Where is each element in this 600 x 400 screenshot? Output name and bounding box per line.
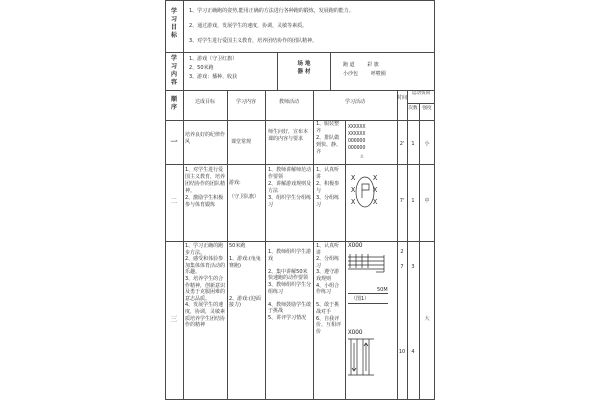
- row2-content: 游戏: （守卫队旗）: [229, 180, 260, 200]
- row1-formation-1: XXXXXX: [348, 125, 366, 130]
- row1-teacher: 师生问好，宣布本课的内容与要求: [268, 129, 309, 142]
- row2-order: 二: [170, 197, 178, 205]
- content-item-1: 1、游戏（守卫红旗）: [189, 56, 238, 62]
- row3-intensity: 大: [424, 316, 430, 322]
- header-goal: 达成目标: [194, 99, 215, 105]
- row2-student: 1、认真听讲 2、积极参与 3、分组练习: [316, 167, 340, 208]
- row3-time-b: 7: [400, 264, 404, 270]
- row2-formation-diagram: [349, 170, 393, 228]
- row1-intensity: 小: [424, 141, 430, 147]
- venue-label: 场 地 器 材: [297, 61, 311, 75]
- objectives-label: 学习目标: [170, 8, 177, 39]
- row3-teacher: 1、教师组织学生游戏 2、集中讲解50米快速跑的动作要领 3、教师组织学生分组练习 4、教师鼓励学生敢于挑战 5、讲评学习情况: [268, 249, 312, 321]
- row1-content: 课堂常规: [231, 139, 252, 145]
- row1-formation-2: XXXXXX: [348, 132, 366, 137]
- content-item-2: 2、50米跑: [189, 65, 214, 71]
- header-count: 次数: [408, 106, 418, 111]
- svg-text:X: X: [351, 186, 356, 194]
- row3-finish-label: （图1）: [351, 296, 370, 302]
- svg-text:X: X: [351, 198, 356, 206]
- svg-text:X: X: [351, 174, 356, 182]
- row1-student: 1、服装整齐 2、排队做到快、静、齐: [316, 121, 342, 155]
- lesson-plan-page: [165, 0, 435, 400]
- row3-distance-label: 50M: [377, 287, 388, 293]
- objective-item-2: 2、通过游戏，发展学生的速度，协调，灵敏等素质。: [189, 23, 308, 29]
- row3-count-a: 3: [411, 264, 415, 270]
- header-order: 顺序: [170, 96, 177, 111]
- header-intensity: 强度: [422, 106, 432, 111]
- row2-teacher: 1、教师讲解师范动作要领 2、讲解游戏规则及方法 3、组织学生分组练习: [268, 167, 312, 208]
- row3-formation-bottom: XOOO: [348, 329, 363, 336]
- row2-goal: 1、对学生进行爱国主义教育，培养团结协作的团队精神。 2、激励学生积极参与体育锻炼: [185, 167, 226, 208]
- row2-count: 1: [411, 198, 415, 204]
- row3-order: 三: [170, 315, 178, 323]
- row1-count: 1: [411, 141, 415, 147]
- row3-count-c: 4: [411, 349, 415, 355]
- row2-intensity: 中: [424, 198, 430, 204]
- header-load: 运动负荷: [411, 91, 431, 96]
- row1-formation-4: OOOOOO: [348, 146, 366, 151]
- row1-time: 2': [399, 141, 405, 147]
- row3-content: 50米跑 1、游戏:(龟兔赛跑) 2、游戏:(迎面接力): [229, 243, 261, 309]
- svg-text:X: X: [373, 198, 378, 206]
- objective-item-3: 3、对学生进行爱国主义教育，培养团结协作的团队精神。: [189, 38, 318, 44]
- venue-items: 跑 道 彩 旗 小沙包 呼啦圈: [343, 62, 386, 77]
- header-student: 学习活动: [344, 99, 365, 105]
- row2-time: 7': [399, 198, 405, 204]
- header-teacher: 教师活动: [278, 99, 299, 105]
- row3-relay-diagram: [348, 337, 396, 385]
- content-item-3: 3、游戏：播种、收获: [189, 74, 238, 80]
- row3-formation-top: XOOO: [348, 242, 363, 249]
- svg-text:X: X: [373, 174, 378, 182]
- row1-formation-5: △: [360, 154, 364, 159]
- row3-time-c: 10: [398, 349, 406, 355]
- row3-time-a: 2: [400, 249, 404, 255]
- header-content: 学习内容: [235, 99, 256, 105]
- header-time: 时间: [397, 95, 408, 101]
- row1-formation-3: OOOOOO: [348, 139, 366, 144]
- content-label: 学习内容: [170, 55, 177, 86]
- svg-text:X: X: [373, 186, 378, 194]
- row3-student: 1、认真听讲 2、分组练习 3、遵守游戏规则 4、小组合作练习 5、敢于挑战对手 6、自我评价、互相评价: [316, 243, 342, 335]
- row1-goal: 培养良好的纪律作风: [185, 132, 226, 145]
- row3-goal: 1、学习正确的跑步方法。 2、感受和体验参加集体体育活动的乐趣。 3、培养学生的合作精神，创新意识及勇于克服困难的意志品质。 4、发展学生的速度，协调，灵敏素质培养学生团结协作的精神: [185, 243, 226, 329]
- row1-order: 一: [170, 138, 178, 146]
- objective-item-1: 1、学习正确跑的姿势,能用正确的方法进行各种跑的锻炼，发展跑的能力。: [189, 8, 354, 14]
